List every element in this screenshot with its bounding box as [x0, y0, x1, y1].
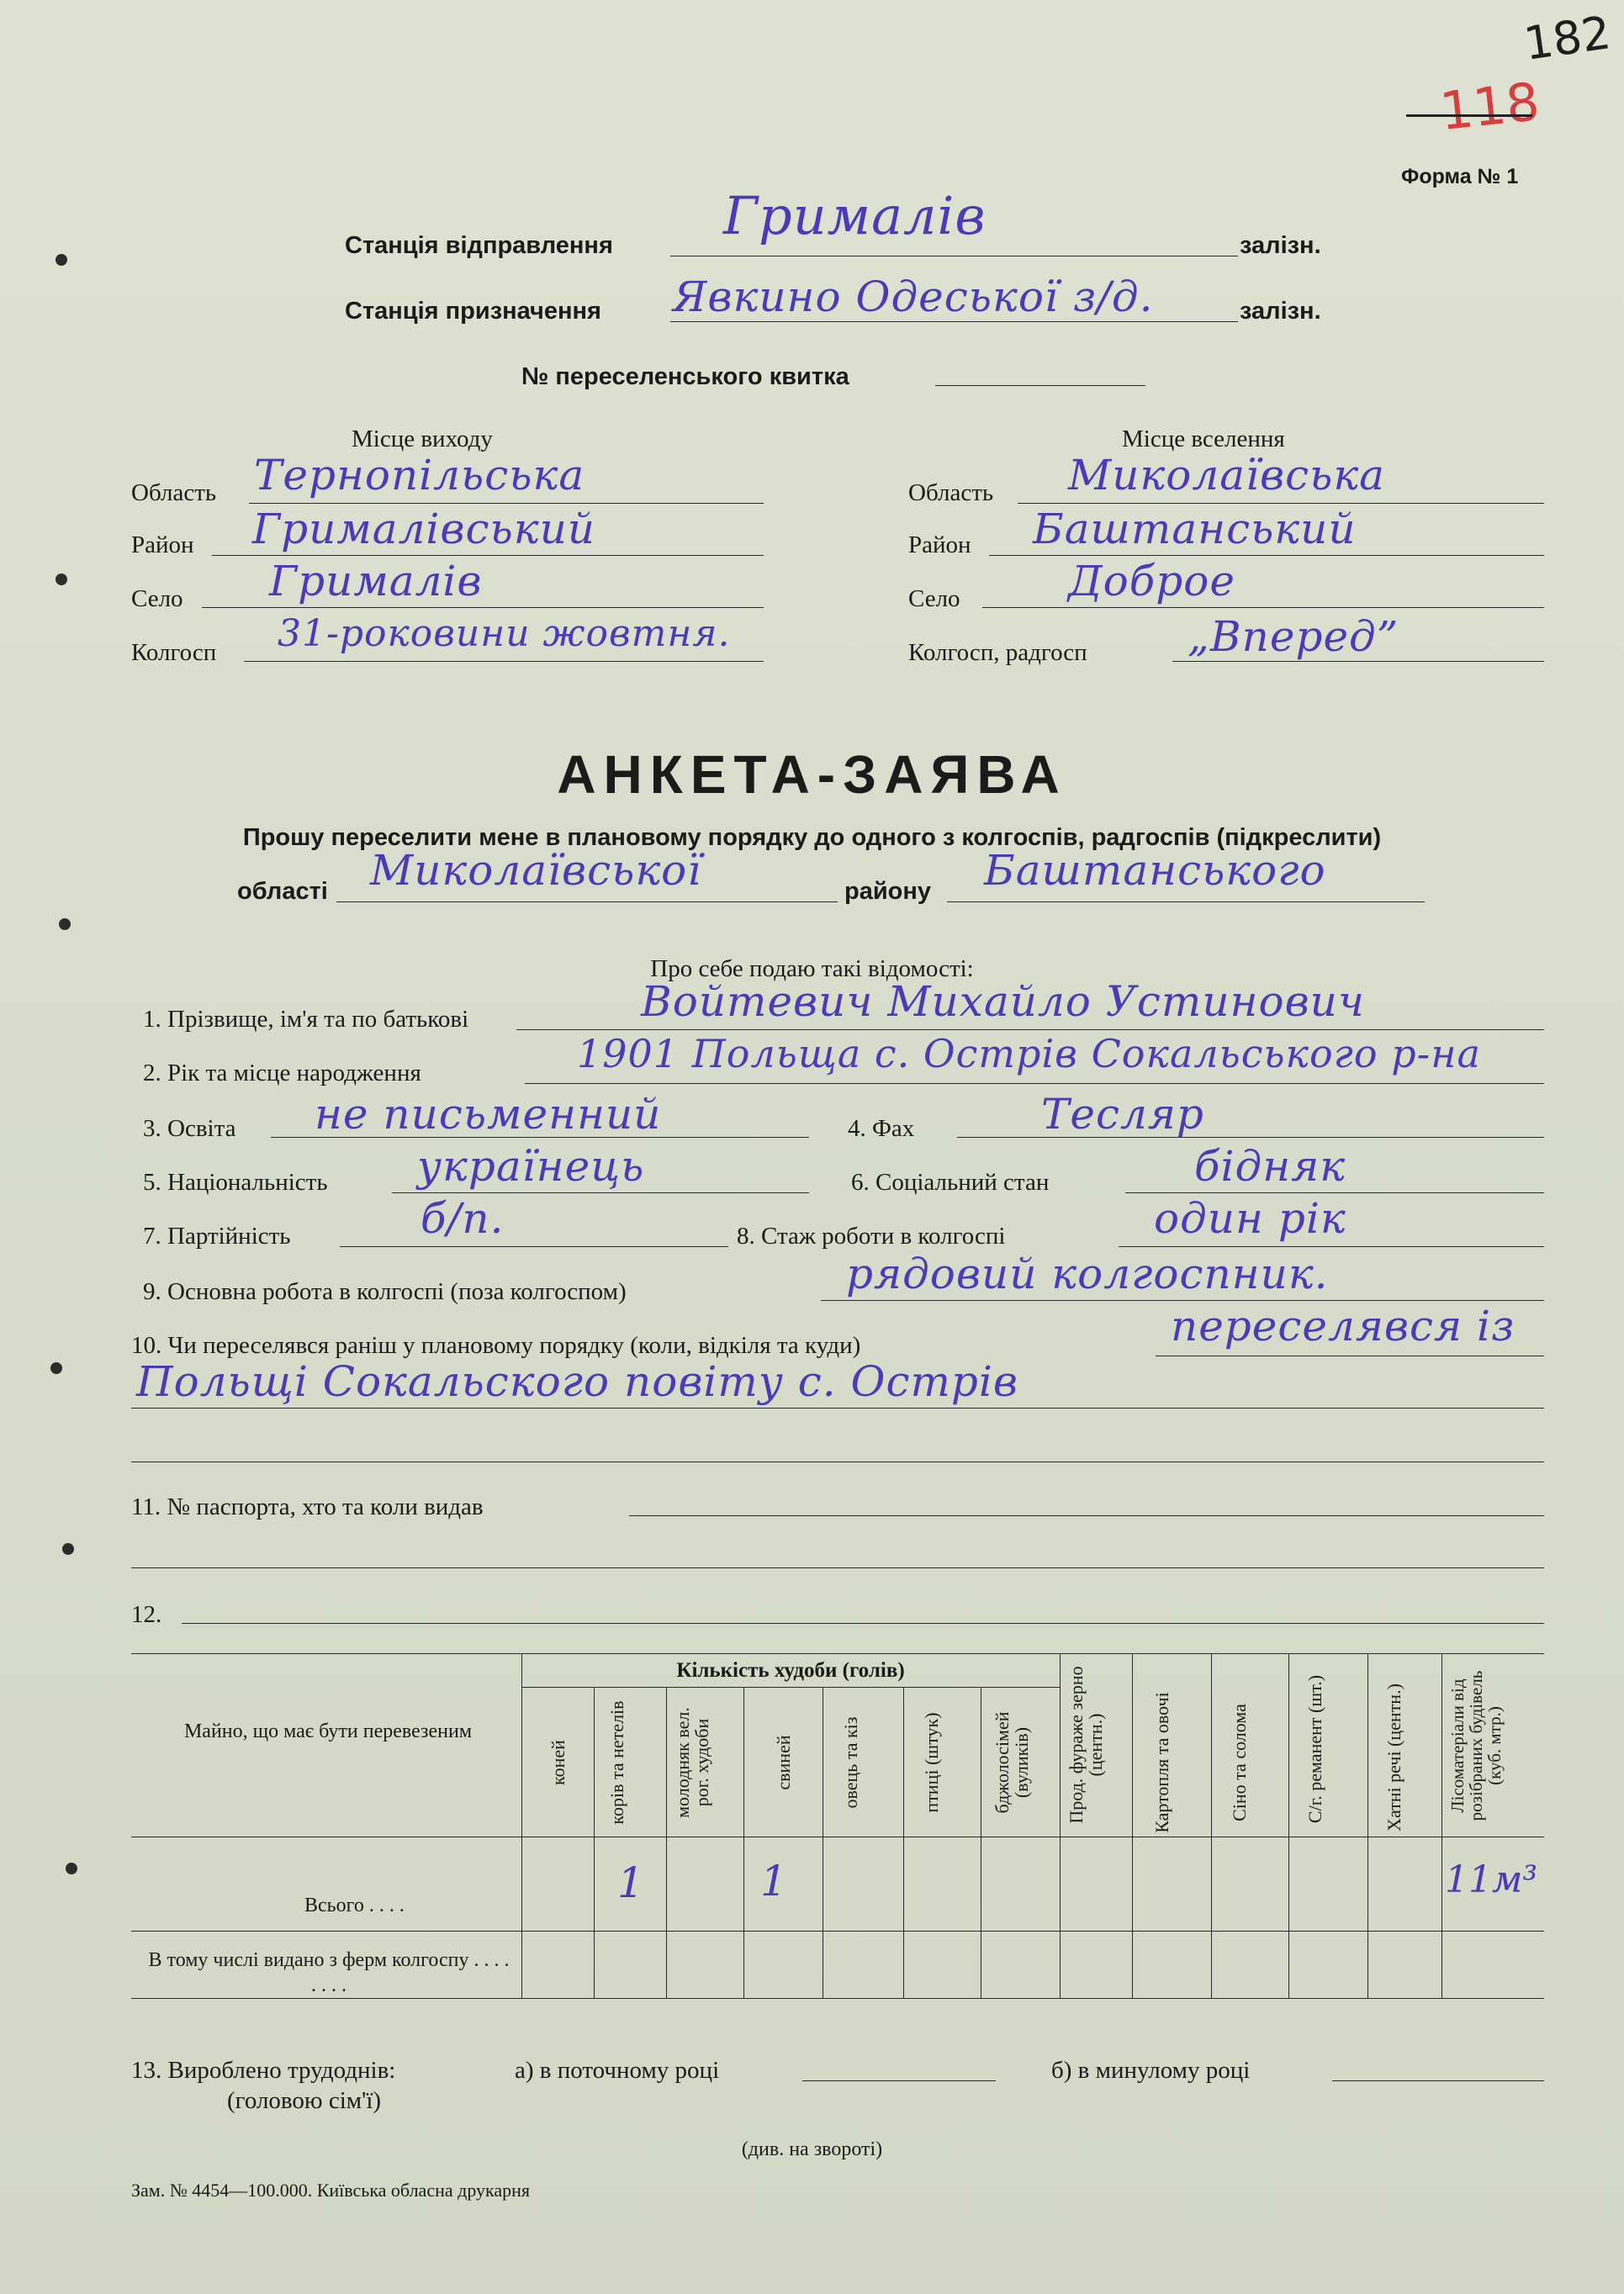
origin-oblast-line [249, 503, 764, 504]
col-header-horses: коней [548, 1740, 569, 1785]
departure-label: Станція відправлення [345, 232, 613, 259]
dest-raion-line [989, 555, 1544, 556]
request-raion-label: району [844, 878, 932, 905]
col-header-tools: С/г. реманент (шт.) [1304, 1674, 1325, 1824]
field-9-value: рядовий колгоспник. [846, 1250, 1329, 1298]
field-5-label: 5. Національність [143, 1169, 328, 1196]
col-header-beehives: бджолосімей (вуликів) [992, 1711, 1032, 1814]
field-2-value: 1901 Польща с. Острів Сокальського р-на [577, 1031, 1481, 1076]
departure-value: Грималів [723, 185, 987, 246]
origin-raion-value: Грималівський [252, 505, 595, 553]
field-1-value: Войтевич Михайло Устинович [641, 977, 1365, 1026]
footer-note: (див. на звороті) [741, 2138, 883, 2160]
binder-hole [50, 1362, 62, 1374]
field-9-line [821, 1300, 1544, 1301]
request-oblast-line [336, 901, 838, 902]
departure-rail-suffix: залізн. [1240, 232, 1321, 259]
row-farm-label: В тому числі видано з ферм колгоспу . . . . . . . . [148, 1949, 510, 1996]
workdays-previous-label: б) в минулому році [1051, 2057, 1251, 2084]
field-2-label: 2. Рік та місце народження [143, 1060, 421, 1086]
workdays-sub: (головою сім'ї) [227, 2087, 382, 2114]
field-6-label: 6. Соціальний стан [851, 1169, 1050, 1196]
field-7-label: 7. Партійність [143, 1223, 291, 1250]
col-header-hay: Сіно та солома [1229, 1704, 1250, 1821]
origin-oblast-label: Область [131, 479, 217, 506]
table-property-label: Майно, що має бути перевезеним [183, 1720, 473, 1742]
field-2-line [525, 1083, 1544, 1084]
destination-rail-suffix: залізн. [1240, 298, 1321, 325]
ticket-label: № переселенського квитка [521, 363, 849, 390]
col-header-timber: Лісоматеріали від розібраних будівель (куб. мтр.) [1447, 1670, 1505, 1821]
origin-oblast-value: Тернопільська [254, 451, 585, 500]
ticket-line [935, 385, 1145, 386]
col-header-household: Хатні речі (центн.) [1383, 1684, 1404, 1832]
dest-oblast-value: Миколаївська [1068, 451, 1385, 500]
col-header-grain: Прод. фураже зерно (центн.) [1066, 1666, 1106, 1824]
dest-raion-label: Район [908, 531, 971, 558]
binder-hole [59, 918, 71, 930]
col-header-poultry: птиці (штук) [921, 1712, 942, 1813]
col-header-sheep: овець та кіз [840, 1716, 861, 1809]
field-11-line-a [629, 1515, 1544, 1516]
field-10-value-b: Польщі Сокальского повіту с. Острів [136, 1357, 1019, 1406]
row-total-label: Всього . . . . [304, 1895, 405, 1916]
intro-text: Про себе подаю такі відомості: [650, 955, 974, 982]
workdays-label: 13. Вироблено трудоднів: [131, 2057, 396, 2084]
origin-raion-label: Район [131, 531, 194, 558]
field-8-value: один рік [1154, 1194, 1346, 1243]
field-10-value-a: переселявся із [1171, 1302, 1516, 1350]
request-raion-line [947, 901, 1425, 902]
dest-heading: Місце вселення [1122, 426, 1285, 452]
field-3-value: не письменний [315, 1090, 662, 1139]
origin-kolhosp-label: Колгосп [131, 639, 217, 666]
field-8-line [1119, 1246, 1544, 1247]
dest-kolhosp-label: Колгосп, радгосп [908, 639, 1087, 666]
page-title: АНКЕТА-ЗАЯВА [557, 744, 1067, 805]
origin-selo-line [202, 607, 764, 608]
origin-selo-label: Село [131, 585, 183, 612]
origin-selo-value: Грималів [269, 557, 483, 605]
binder-hole [62, 1543, 74, 1555]
field-10-line-b [131, 1408, 1544, 1409]
request-line: Прошу переселити мене в плановому порядку до одного з колгоспів, радгоспів (підкреслити) [242, 824, 1382, 851]
col-header-potatoes: Картопля та овочі [1151, 1692, 1172, 1833]
field-1-label: 1. Прізвище, ім'я та по батькові [143, 1006, 469, 1033]
total-timber-value: 11м³ [1445, 1858, 1538, 1901]
dest-selo-line [982, 607, 1544, 608]
binder-hole [56, 254, 67, 266]
field-10-label: 10. Чи переселявся раніш у плановому порядку (коли, відкіля та куди) [131, 1332, 861, 1359]
field-8-label: 8. Стаж роботи в колгоспі [737, 1223, 1006, 1250]
field-7-value: б/п. [421, 1194, 505, 1243]
field-12-label: 12. [131, 1601, 162, 1628]
dest-kolhosp-value: „Вперед” [1188, 612, 1399, 661]
destination-line [670, 321, 1238, 322]
col-header-young-cattle: молодняк вел. рог. худоби [672, 1707, 712, 1818]
field-5-line [392, 1192, 809, 1193]
total-cows-value: 1 [617, 1858, 644, 1907]
field-1-line [516, 1029, 1544, 1030]
form-number: Форма № 1 [1401, 165, 1519, 188]
workdays-previous-line [1332, 2080, 1544, 2081]
binder-hole [56, 574, 67, 585]
binder-hole [66, 1863, 77, 1874]
workdays-current-line [802, 2080, 996, 2081]
destination-value: Явкино Одеської з/д. [673, 272, 1154, 321]
dest-selo-value: Доброе [1068, 557, 1235, 605]
field-11-label: 11. № паспорта, хто та коли видав [131, 1493, 484, 1520]
origin-heading: Місце виходу [352, 426, 493, 452]
request-oblast-label: області [237, 878, 328, 905]
dest-kolhosp-line [1172, 661, 1544, 662]
field-11-line-b [131, 1567, 1544, 1568]
workdays-current-label: а) в поточному році [515, 2057, 720, 2084]
field-9-label: 9. Основна робота в колгоспі (поза колгоспом) [143, 1278, 627, 1305]
field-3-label: 3. Освіта [143, 1115, 236, 1142]
print-info: Зам. № 4454—100.000. Київська обласна друкарня [131, 2180, 531, 2201]
col-header-pigs: свиней [773, 1735, 794, 1790]
dest-raion-value: Баштанський [1033, 505, 1357, 553]
archive-old-number: 118 [1436, 71, 1542, 142]
field-5-value: українець [417, 1142, 645, 1191]
origin-kolhosp-line [244, 661, 764, 662]
total-pigs-value: 1 [760, 1857, 787, 1906]
request-raion-value: Баштанського [984, 846, 1326, 895]
field-4-value: Тесляр [1041, 1090, 1204, 1139]
strike-line [1406, 114, 1532, 117]
archive-page-number: 182 [1521, 6, 1614, 71]
origin-kolhosp-value: 31-роковини жовтня. [278, 612, 731, 655]
request-oblast-value: Миколаївської [370, 846, 702, 895]
col-header-cows: корів та нетелів [606, 1700, 627, 1825]
field-6-line [1125, 1192, 1544, 1193]
dest-selo-label: Село [908, 585, 960, 612]
field-6-value: бідняк [1194, 1142, 1346, 1191]
origin-raion-line [212, 555, 764, 556]
dest-oblast-line [1018, 503, 1544, 504]
dest-oblast-label: Область [908, 479, 994, 506]
field-12-line [182, 1623, 1544, 1624]
field-4-label: 4. Фах [848, 1115, 915, 1142]
table-livestock-header: Кількість худоби (голів) [676, 1659, 905, 1682]
destination-label: Станція призначення [345, 298, 601, 325]
field-7-line [340, 1246, 728, 1247]
